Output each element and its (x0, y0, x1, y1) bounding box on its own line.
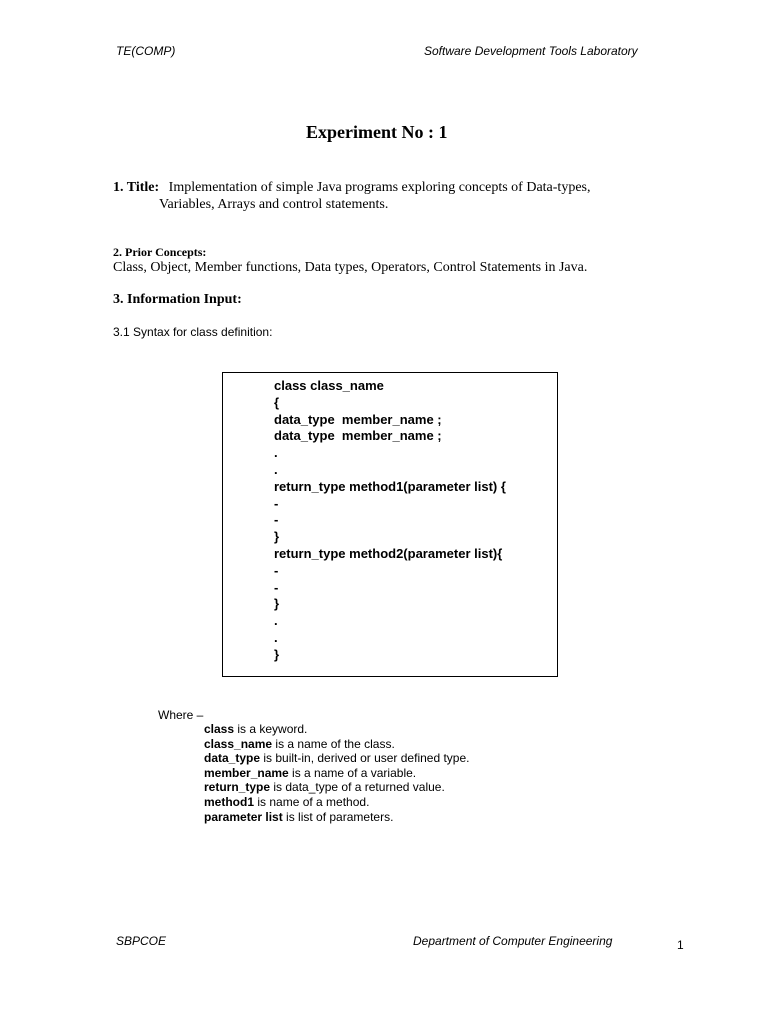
code-line: . (274, 445, 278, 461)
section-title-label: 1. Title: (113, 180, 160, 195)
code-line: return_type method1(parameter list) { (274, 478, 506, 494)
definition-item (204, 737, 469, 752)
definition-desc: is a keyword. (234, 722, 308, 736)
code-line: - (274, 562, 279, 578)
section-title-text-line2: Variables, Arrays and control statements. (159, 197, 389, 212)
syntax-subheading: 3.1 Syntax for class definition: (113, 325, 273, 339)
code-line: . (274, 461, 278, 477)
definition-item (204, 795, 469, 810)
code-listing (274, 378, 506, 664)
code-line: . (274, 613, 278, 629)
code-line: - (274, 579, 279, 595)
definition-term: return_type (204, 780, 271, 795)
footer-center: Department of Computer Engineering (413, 934, 613, 948)
code-line: data_type member_name ; (274, 428, 442, 444)
definition-desc: is data_type of a returned value. (270, 780, 445, 795)
code-line: } (274, 596, 280, 612)
definition-term: class (204, 722, 235, 736)
definition-term: data_type (204, 751, 261, 766)
section-title (113, 180, 590, 196)
where-label: Where – (158, 708, 204, 722)
definition-item (204, 780, 469, 795)
code-line: } (274, 529, 280, 545)
experiment-title: Experiment No : 1 (306, 122, 448, 142)
page-number: 1 (677, 938, 684, 952)
header-left: TE(COMP) (116, 44, 176, 58)
definition-item (204, 722, 469, 737)
code-line: - (274, 495, 279, 511)
information-input-label: 3. Information Input: (113, 292, 242, 307)
definition-desc: is name of a method. (254, 794, 370, 809)
code-line: - (274, 512, 279, 528)
code-line: return_type method2(parameter list){ (274, 545, 503, 561)
definition-term: parameter list (204, 809, 283, 824)
definition-item (204, 751, 469, 766)
code-line: } (274, 646, 280, 662)
code-line: { (274, 394, 280, 410)
definition-item (204, 766, 469, 781)
definition-desc: is list of parameters. (282, 809, 394, 824)
definition-desc: is a name of a variable. (288, 765, 417, 780)
prior-concepts-text: Class, Object, Member functions, Data types, Operators, Control Statements in Java. (113, 260, 588, 275)
definitions-list (204, 722, 469, 824)
footer-left: SBPCOE (116, 934, 167, 948)
code-line: . (274, 629, 278, 645)
definition-item (204, 810, 469, 825)
code-line: data_type member_name ; (274, 411, 442, 427)
definition-term: class_name (204, 736, 273, 751)
header-right: Software Development Tools Laboratory (424, 44, 638, 58)
definition-term: member_name (204, 765, 289, 780)
definition-term: method1 (204, 794, 255, 809)
definition-desc: is built-in, derived or user defined type. (260, 751, 470, 766)
section-title-text-line1: Implementation of simple Java programs exploring concepts of Data-types, (168, 180, 591, 195)
definition-desc: is a name of the class. (272, 736, 395, 751)
prior-concepts-label: 2. Prior Concepts: (113, 245, 207, 259)
code-line: class class_name (274, 378, 384, 393)
